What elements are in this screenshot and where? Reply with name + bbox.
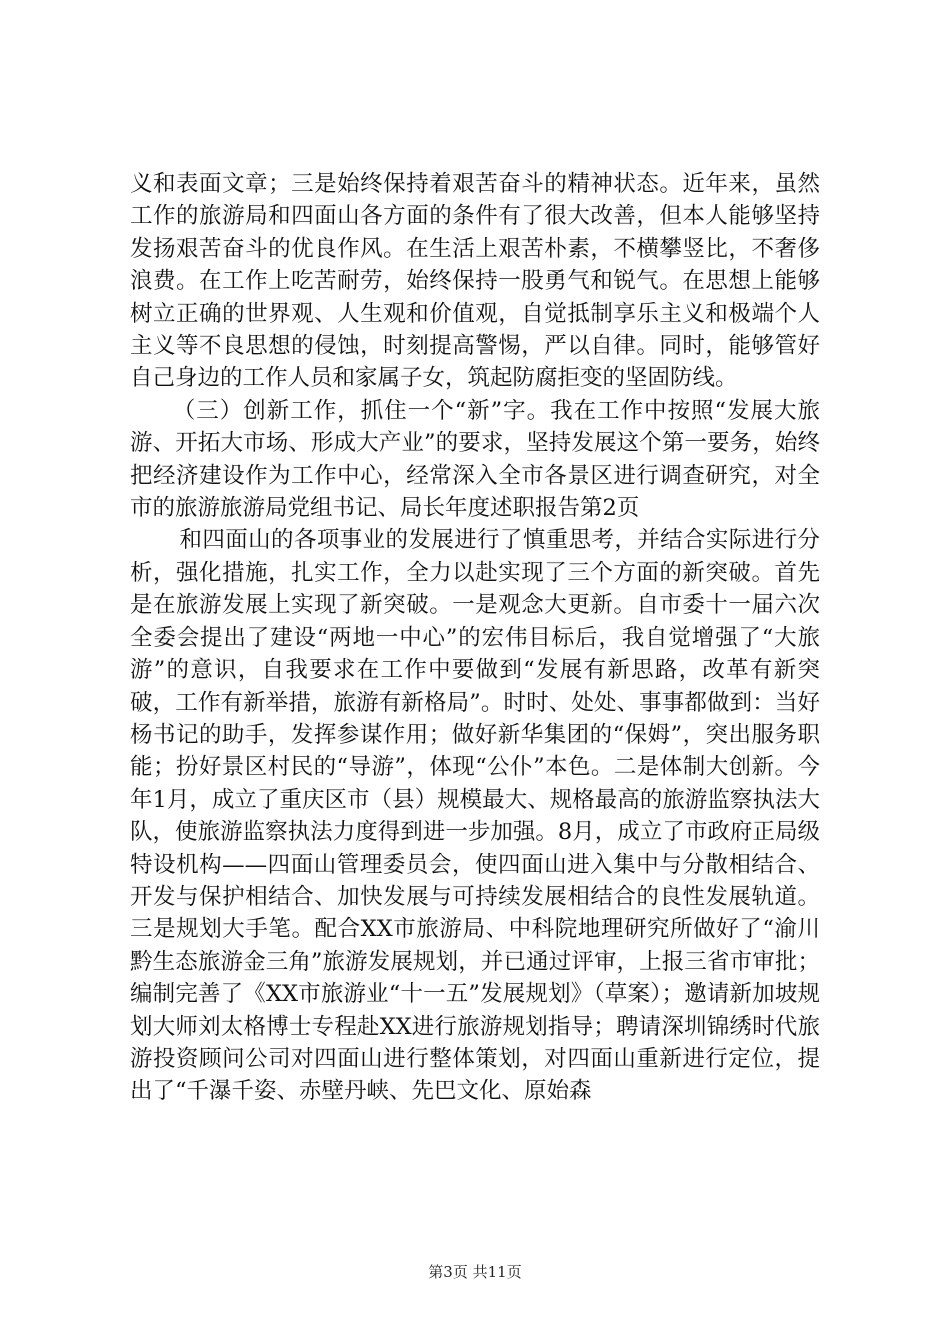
page-number: 第3页 共11页 <box>428 1263 522 1281</box>
page-footer <box>0 1262 950 1282</box>
paragraph-3: 和四面山的各项事业的发展进行了慎重思考，并结合实际进行分析，强化措施，扎实工作，全力以赴实现了三个方面的新突破。首先是在旅游发展上实现了新突破。一是观念大更新。自市委十一届六次全委会提出了建设“两地一中心”的宏伟目标后，我自觉增强了“大旅游”的意识，自我要求在工作中要做到“发展有新思路，改革有新突破，工作有新举措，旅游有新格局”。时时、处处、事事都做到：当好杨书记的助手，发挥参谋作用；做好新华集团的“保姆”，突出服务职能；扮好景区村民的“导游”，体现“公仆”本色。二是体制大创新。今年1月，成立了重庆区市（县）规模最大、规格最高的旅游监察执法大队，使旅游监察执法力度得到进一步加强。8月，成立了市政府正局级特设机构——四面山管理委员会，使四面山进入集中与分散相结合、开发与保护相结合、加快发展与可持续发展相结合的良性发展轨道。三是规划大手笔。配合XX市旅游局、中科院地理研究所做好了“渝川黔生态旅游金三角”旅游发展规划，并已通过评审，上报三省市审批；编制完善了《XX市旅游业“十一五”发展规划》（草案）；邀请新加坡规划大师刘太格博士专程赴XX进行旅游规划指导；聘请深圳锦绣时代旅游投资顾问公司对四面山进行整体策划，对四面山重新进行定位，提出了“千瀑千姿、赤壁丹峡、先巴文化、原始森 <box>130 527 820 1105</box>
document-body <box>130 168 820 1108</box>
paragraph-1: 义和表面文章；三是始终保持着艰苦奋斗的精神状态。近年来，虽然工作的旅游局和四面山各方面的条件有了很大改善，但本人能够坚持发扬艰苦奋斗的优良作风。在生活上艰苦朴素，不横攀竖比，不奢侈浪费。在工作上吃苦耐劳，始终保持一股勇气和锐气。在思想上能够树立正确的世界观、人生观和价值观，自觉抵制享乐主义和极端个人主义等不良思想的侵蚀，时刻提高警惕，严以自律。同时，能够管好自己身边的工作人员和家属子女，筑起防腐拒变的坚固防线。 <box>130 171 820 392</box>
paragraph-2: （三）创新工作，抓住一个“新”字。我在工作中按照“发展大旅游、开拓大市场、形成大产业”的要求，坚持发展这个第一要务，始终把经济建设作为工作中心，经常深入全市各景区进行调查研究，对全市的旅游旅游局党组书记、局长年度述职报告第2页 <box>130 397 820 522</box>
